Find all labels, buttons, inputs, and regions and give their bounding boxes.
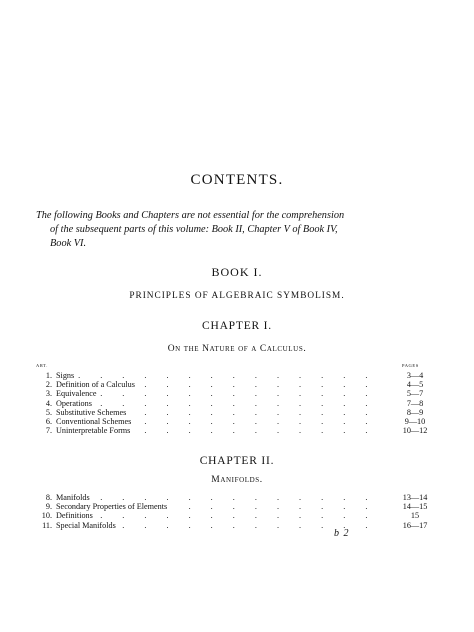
entry-number: 5. bbox=[45, 407, 52, 417]
entry-label: Definition of a Calculus bbox=[56, 380, 138, 389]
entry-number: 7. bbox=[45, 426, 52, 436]
entry-pages: 10—12 bbox=[402, 426, 428, 436]
art-column-label: ART. bbox=[36, 363, 48, 368]
entry-pages: 8—9 bbox=[406, 407, 424, 417]
entry-label: Secondary Properties of Elements bbox=[56, 502, 170, 511]
page-title: CONTENTS. bbox=[190, 172, 284, 188]
entry-pages: 5—7 bbox=[406, 389, 424, 399]
entry-number: 1. bbox=[45, 371, 52, 380]
entry-number: 6. bbox=[45, 416, 52, 426]
entry-number: 8. bbox=[45, 493, 52, 502]
note-line-2: of the subsequent parts of this volume: Book II, Chapter V of Book IV, bbox=[50, 224, 338, 235]
entry-pages: 13—14 bbox=[402, 493, 428, 502]
entry-pages: 15 bbox=[410, 511, 420, 521]
signature-mark: b 2 bbox=[334, 528, 350, 539]
toc-entry bbox=[36, 417, 440, 426]
chapter-2-heading: CHAPTER II. bbox=[199, 455, 275, 467]
entry-label: Signs bbox=[56, 371, 77, 380]
entry-number: 10. bbox=[41, 511, 52, 521]
pages-column-label: PAGES bbox=[402, 363, 419, 368]
entry-label: Special Manifolds bbox=[56, 521, 119, 530]
toc-entry bbox=[36, 399, 440, 408]
toc-entry bbox=[36, 426, 440, 435]
toc-entry bbox=[36, 493, 440, 502]
entry-label: Equivalence bbox=[56, 389, 99, 398]
book-heading: BOOK I. bbox=[211, 265, 263, 279]
entry-number: 11. bbox=[42, 520, 52, 530]
entry-label: Uninterpretable Forms bbox=[56, 426, 133, 435]
entry-label: Definitions bbox=[56, 511, 96, 520]
toc-entry bbox=[36, 371, 440, 380]
toc-entry bbox=[36, 502, 440, 511]
chapter-1-subtitle: On the Nature of a Calculus. bbox=[167, 344, 307, 354]
chapter-2-subtitle: Manifolds. bbox=[211, 475, 263, 485]
toc-entry bbox=[36, 389, 440, 398]
entry-number: 9. bbox=[45, 502, 52, 512]
toc-entry bbox=[36, 408, 440, 417]
entry-pages: 4—5 bbox=[406, 380, 424, 390]
entry-pages: 9—10 bbox=[404, 416, 426, 426]
book-subtitle: PRINCIPLES OF ALGEBRAIC SYMBOLISM. bbox=[129, 291, 345, 301]
entry-label: Conventional Schemes bbox=[56, 417, 134, 426]
note-paragraph bbox=[36, 209, 441, 251]
entry-pages: 3—4 bbox=[406, 371, 424, 380]
entry-number: 3. bbox=[45, 389, 52, 399]
chapter-1-entries bbox=[36, 371, 440, 435]
toc-entry bbox=[36, 521, 440, 530]
note-line-1: The following Books and Chapters are not essential for the comprehension bbox=[36, 210, 345, 221]
entry-number: 2. bbox=[45, 380, 52, 390]
entry-pages: 14—15 bbox=[402, 502, 428, 512]
entry-pages: 7—8 bbox=[406, 398, 424, 408]
note-line-3: Book VI. bbox=[50, 238, 87, 249]
toc-entry bbox=[36, 511, 440, 520]
entry-label: Substitutive Schemes bbox=[56, 408, 129, 417]
entry-label: Operations bbox=[56, 399, 95, 408]
entry-number: 4. bbox=[45, 398, 52, 408]
toc-entry bbox=[36, 380, 440, 389]
entry-pages: 16—17 bbox=[402, 520, 428, 530]
chapter-1-heading: CHAPTER I. bbox=[202, 320, 272, 332]
chapter-2-entries bbox=[36, 493, 440, 530]
entry-label: Manifolds bbox=[56, 493, 93, 502]
